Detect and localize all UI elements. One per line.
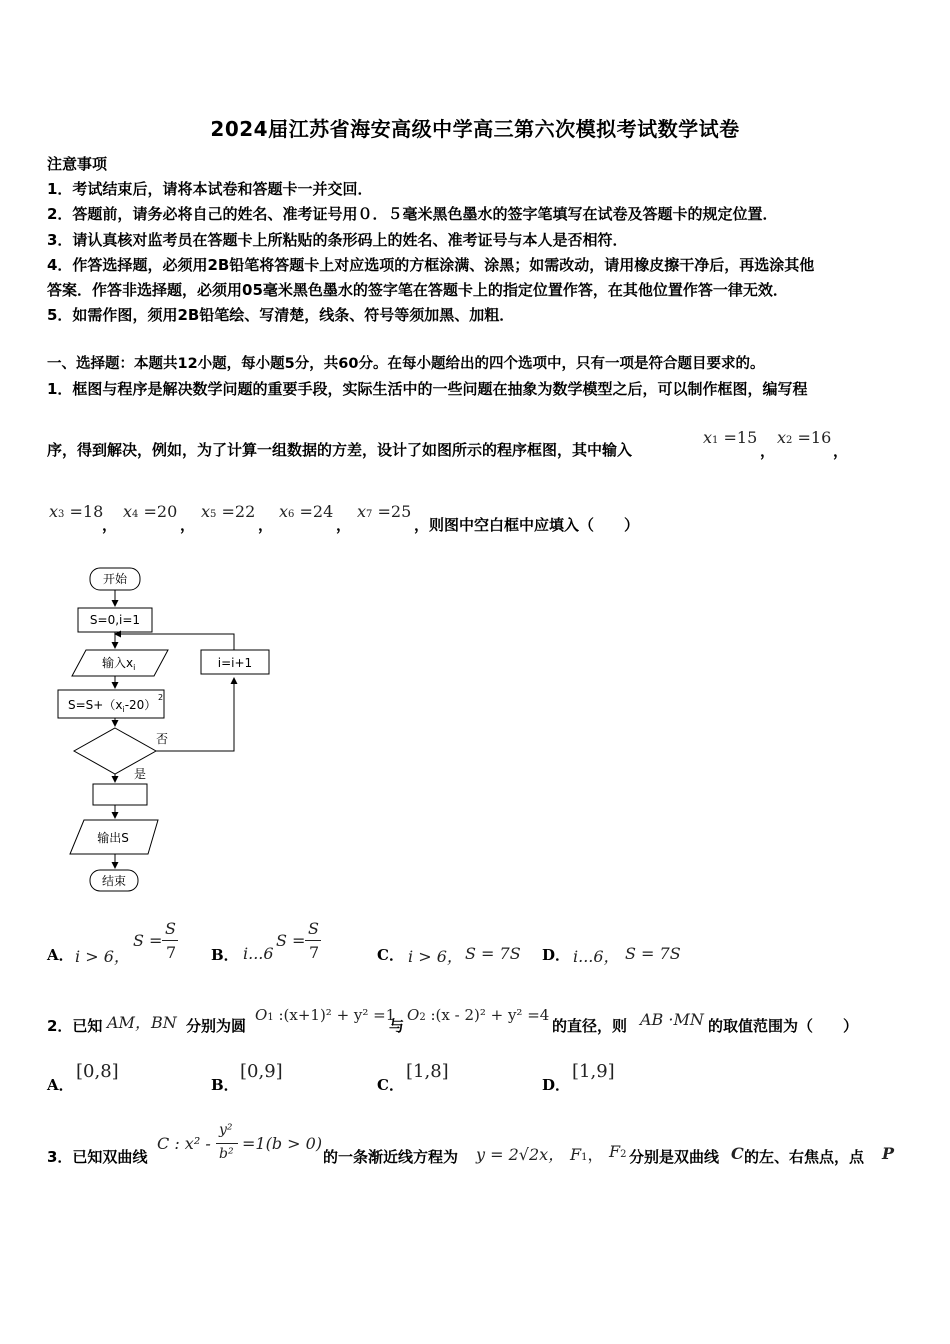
x7-value: x7 =25 xyxy=(357,502,412,521)
option-a-frac-den: 7 xyxy=(166,943,177,962)
notice-item: 5．如需作图，须用2B铅笔绘、写清楚，线条、符号等须加黑、加粗． xyxy=(47,306,515,324)
circle-1: O1 :(x+1)² + y² =1 xyxy=(255,1006,396,1024)
circle-2: O2 :(x - 2)² + y² =4 xyxy=(407,1006,550,1024)
question-3-tail2: 的左、右焦点，点 xyxy=(744,1148,865,1166)
x3-value: x3 =18 xyxy=(49,502,104,521)
q2-option-a-value: [0,8] xyxy=(76,1061,119,1082)
question-2-end: 的取值范围为（ ） xyxy=(708,1017,859,1035)
notice-item: 3．请认真核对监考员在答题卡上所粘贴的条形码上的姓名、准考证号与本人是否相符． xyxy=(47,231,628,249)
question-2-post: 的直径，则 xyxy=(552,1017,628,1035)
option-a-expr: S = xyxy=(133,931,163,950)
question-1-line1: 1．框图与程序是解决数学问题的重要手段，实际生活中的一些问题在抽象为数学模型之后，可以制作框图，编写程 xyxy=(47,380,808,398)
q2-option-c-value: [1,8] xyxy=(406,1061,449,1082)
x5-value: x5 =22 xyxy=(201,502,256,521)
question-1-line2: 序，得到解决，例如，为了计算一组数据的方差，设计了如图所示的程序框图，其中输入 xyxy=(47,441,633,459)
q3-curve-a: C : x² - xyxy=(157,1134,211,1153)
question-2-mid: 分别为圆 xyxy=(186,1017,247,1035)
option-b-frac-bar xyxy=(305,940,321,941)
question-3-tail: 分别是双曲线 xyxy=(629,1148,720,1166)
option-b-cond: i...6 xyxy=(243,944,274,963)
q2-option-a-label: A． xyxy=(47,1076,74,1094)
yes-label: 是 xyxy=(134,767,147,781)
notice-heading: 注意事项 xyxy=(47,155,108,173)
q2-option-d-label: D． xyxy=(542,1076,571,1094)
q3-frac-bar xyxy=(216,1143,238,1144)
q2-option-c-label: C． xyxy=(377,1076,404,1094)
question-1-tail: ，则图中空白框中应填入（ ） xyxy=(414,516,640,534)
x4-value: x4 =20 xyxy=(123,502,178,521)
x1-value: x1 =15 xyxy=(703,428,758,447)
option-a-label: A． xyxy=(47,946,74,964)
option-b-frac-num: S xyxy=(308,919,319,938)
q2-am-bn: AM，BN xyxy=(107,1013,177,1032)
option-d-cond: i...6， xyxy=(573,947,620,966)
notice-item: 1．考试结束后，请将本试卷和答题卡一并交回． xyxy=(47,180,373,198)
q2-option-b-label: B． xyxy=(211,1076,239,1094)
notice-item: 答案．作答非选择题，必须用05毫米黑色墨水的签字笔在答题卡上的指定位置作答，在其他位置作答一律无效． xyxy=(47,281,788,299)
option-c-label: C． xyxy=(377,946,404,964)
x6-value: x6 =24 xyxy=(279,502,334,521)
option-d-expr: S = 7S xyxy=(625,944,681,963)
q3-f2: F2 xyxy=(609,1142,627,1161)
q3-curve-b: =1(b > 0) xyxy=(242,1134,323,1153)
q2-option-d-value: [1,9] xyxy=(572,1061,615,1082)
x2-value: x2 =16 xyxy=(777,428,832,447)
option-a-frac-bar xyxy=(162,940,178,941)
output-label: 输出S xyxy=(97,831,129,845)
notice-item: 4．作答选择题，必须用2B铅笔将答题卡上对应选项的方框涂满、涂黑；如需改动，请用橡皮擦干净后，再选涂其他 xyxy=(47,256,815,274)
question-3-mid: 的一条渐近线方程为 xyxy=(323,1148,459,1166)
question-2-pre: 2．已知 xyxy=(47,1017,103,1035)
option-a-cond: i > 6， xyxy=(75,947,130,966)
q3-p: P xyxy=(882,1144,895,1163)
update-exponent: 2 xyxy=(158,693,164,702)
option-b-expr: S = xyxy=(276,931,306,950)
option-d-label: D． xyxy=(542,946,571,964)
option-b-frac-den: 7 xyxy=(309,943,320,962)
flowchart xyxy=(40,560,300,900)
option-c-cond: i > 6， xyxy=(408,947,463,966)
option-a-frac-num: S xyxy=(165,919,176,938)
option-b-label: B． xyxy=(211,946,239,964)
blank-box xyxy=(93,784,147,805)
end-label: 结束 xyxy=(101,874,127,888)
q2-dot-product: AB ·MN xyxy=(640,1010,704,1029)
q3-frac-den: b² xyxy=(219,1146,234,1162)
input-label: 输入$x_i$ xyxy=(102,656,136,672)
q3-asymptote: y = 2√2x， xyxy=(476,1145,565,1164)
no-label: 否 xyxy=(156,732,169,746)
option-c-expr: S = 7S xyxy=(465,944,521,963)
q3-f1: F1， xyxy=(570,1145,604,1164)
init-label: S=0,i=1 xyxy=(89,613,141,627)
update-label: $S=S+(x_i-20)$ xyxy=(68,698,157,714)
increment-label: i=i+1 xyxy=(217,656,253,670)
q3-frac-num: y² xyxy=(219,1122,233,1138)
start-label: 开始 xyxy=(102,572,128,586)
question-3-pre: 3．已知双曲线 xyxy=(47,1148,148,1166)
question-2-with: 与 xyxy=(389,1017,405,1035)
section-heading: 一、选择题：本题共12小题，每小题5分，共60分。在每小题给出的四个选项中，只有一项是符合题目要求的。 xyxy=(47,356,765,372)
page-title: 2024届江苏省海安高级中学高三第六次模拟考试数学试卷 xyxy=(210,117,740,141)
q3-c: C xyxy=(731,1144,744,1163)
notice-item: 2．答题前，请务必将自己的姓名、准考证号用０．５毫米黑色墨水的签字笔填写在试卷及答题卡的规定位置． xyxy=(47,205,778,223)
q2-option-b-value: [0,9] xyxy=(240,1061,283,1082)
